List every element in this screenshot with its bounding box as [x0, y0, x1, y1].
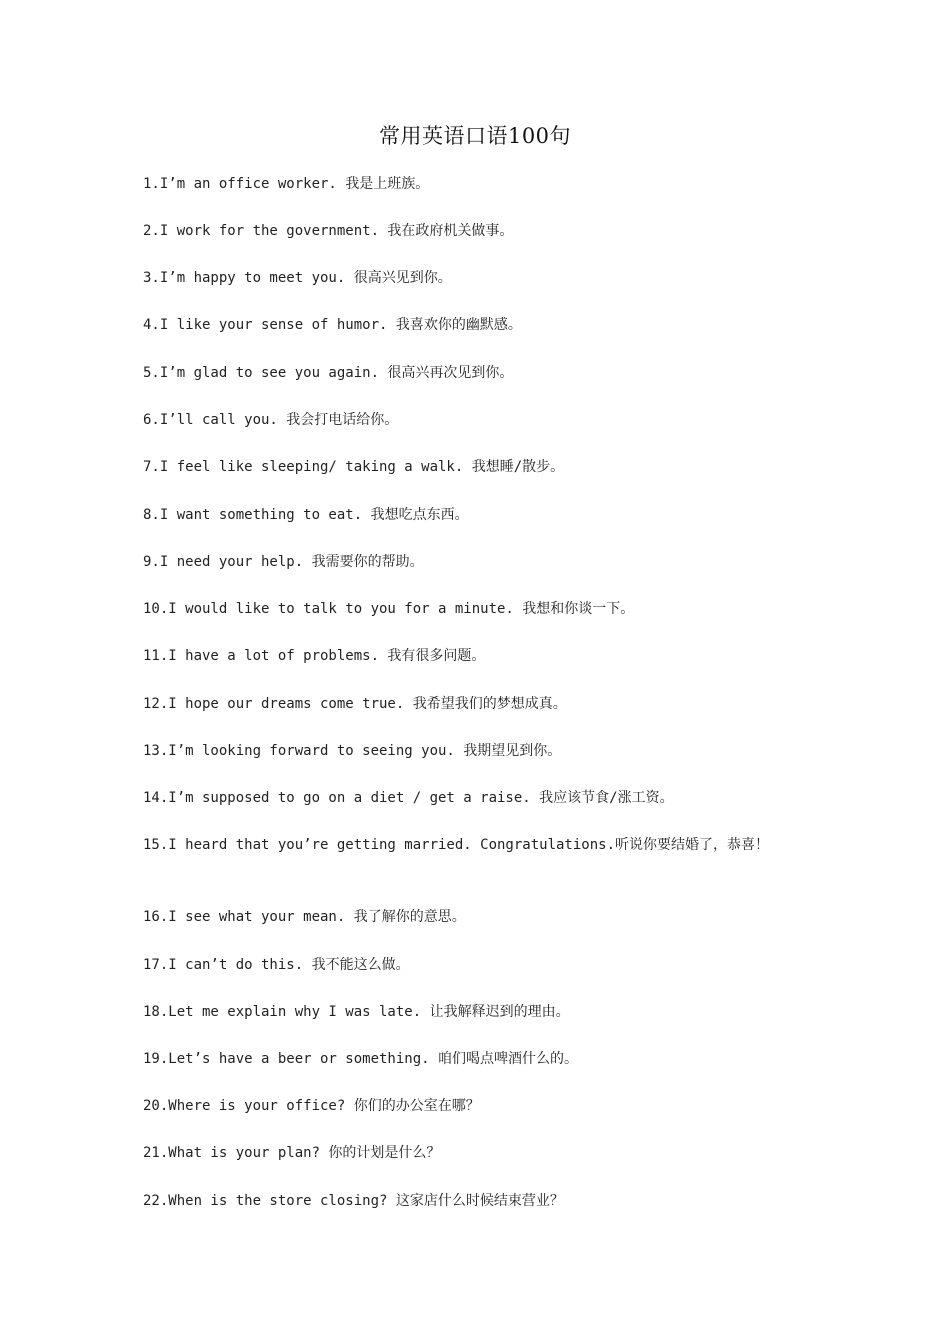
phrase-line: 8.I want something to eat. 我想吃点东西。 [143, 507, 469, 523]
phrase-line: 4.I like your sense of humor. 我喜欢你的幽默感。 [143, 317, 522, 333]
phrase-line: 17.I can’t do this. 我不能这么做。 [143, 957, 410, 973]
phrase-line: 2.I work for the government. 我在政府机关做事。 [143, 223, 514, 239]
page-title: 常用英语口语100句 [378, 124, 572, 148]
phrase-line: 16.I see what your mean. 我了解你的意思。 [143, 909, 466, 925]
phrase-line: 6.I’ll call you. 我会打电话给你。 [143, 412, 399, 428]
phrase-line: 11.I have a lot of problems. 我有很多问题。 [143, 648, 486, 664]
phrase-line: 18.Let me explain why I was late. 让我解释迟到的理由。 [143, 1004, 570, 1020]
phrase-line: 20.Where is your office? 你们的办公室在哪？ [143, 1098, 480, 1114]
phrase-line: 5.I’m glad to see you again. 很高兴再次见到你。 [143, 365, 514, 381]
phrase-line: 14.I’m supposed to go on a diet / get a raise. 我应该节食/涨工资。 [143, 790, 674, 806]
phrase-line: 7.I feel like sleeping/ taking a walk. 我想睡/散步。 [143, 459, 565, 475]
phrase-line: 12.I hope our dreams come true. 我希望我们的梦想成真。 [143, 696, 567, 712]
phrase-line: 3.I’m happy to meet you. 很高兴见到你。 [143, 270, 452, 286]
phrase-line: 10.I would like to talk to you for a minute. 我想和你谈一下。 [143, 601, 635, 617]
phrase-line: 21.What is your plan? 你的计划是什么？ [143, 1145, 441, 1161]
phrase-line: 9.I need your help. 我需要你的帮助。 [143, 554, 424, 570]
phrase-line: 13.I’m looking forward to seeing you. 我期望见到你。 [143, 743, 562, 759]
phrase-line: 1.I’m an office worker. 我是上班族。 [143, 176, 430, 192]
phrase-line: 22.When is the store closing? 这家店什么时候结束营业？ [143, 1193, 564, 1209]
phrase-line: 15.I heard that you’re getting married. Congratulations.听说你要结婚了，恭喜！ [143, 837, 770, 853]
phrase-line: 19.Let’s have a beer or something. 咱们喝点啤酒什么的。 [143, 1051, 579, 1067]
